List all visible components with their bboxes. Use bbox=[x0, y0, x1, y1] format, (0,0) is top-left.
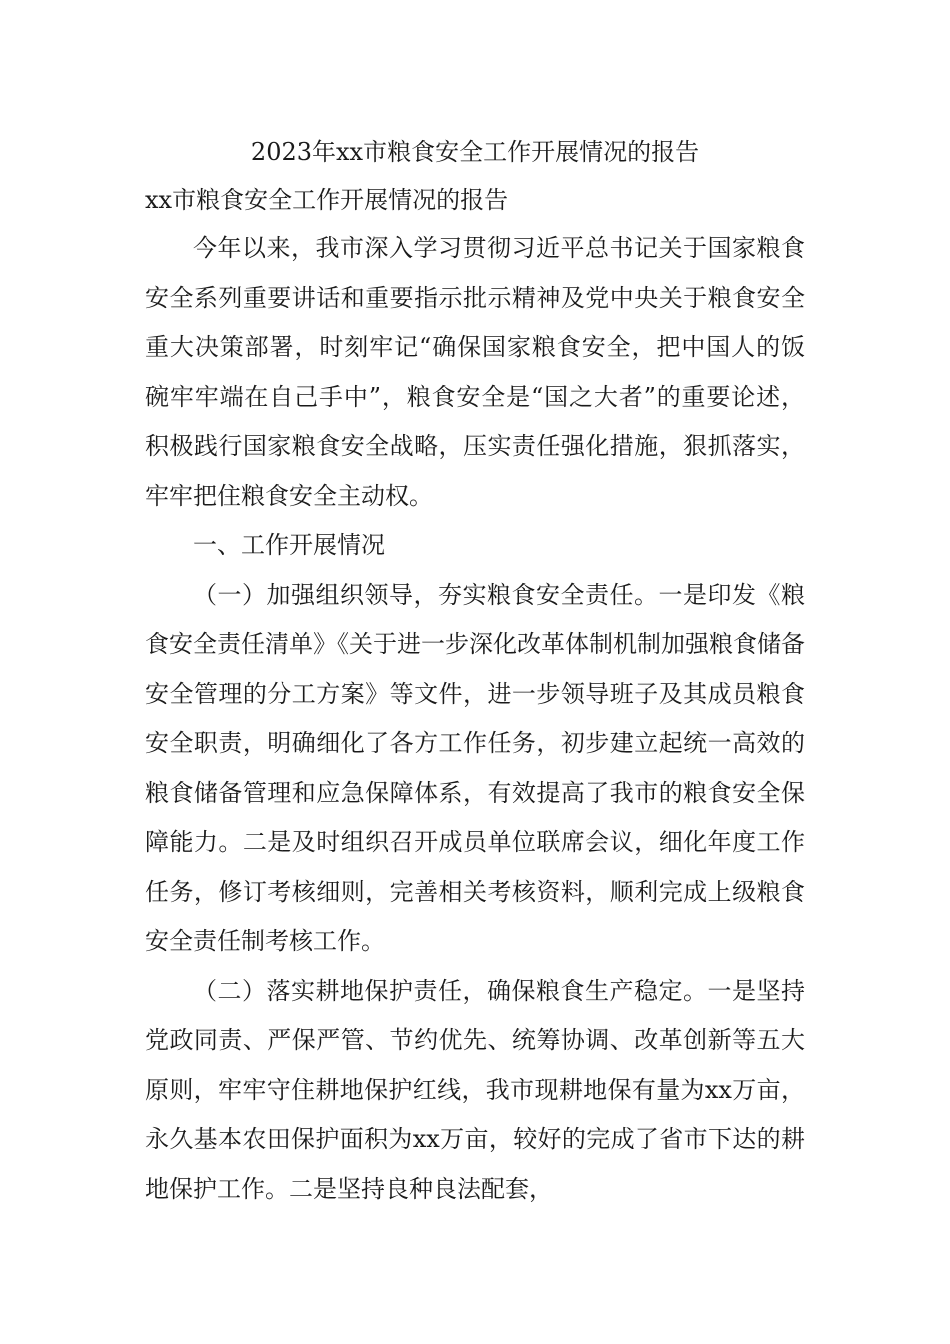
subsection-paragraph-2: （二）落实耕地保护责任，确保粮食生产稳定。一是坚持党政同责、严保严管、节约优先、统筹协调、改革创新等五大原则，牢牢守住耕地保护红线，我市现耕地保有量为xx万亩，永久基本农田保护面积为xx万亩，较好的完成了省市下达的耕地保护工作。二是坚持良种良法配套， bbox=[145, 976, 805, 1203]
intro-paragraph: 今年以来，我市深入学习贯彻习近平总书记关于国家粮食安全系列重要讲话和重要指示批示精神及党中央关于粮食安全重大决策部署，时刻牢记“确保国家粮食安全，把中国人的饭碗牢牢端在自己手中”，粮食安全是“国之大者”的重要论述，积极践行国家粮食安全战略，压实责任强化措施，狠抓落实，牢牢把住粮食安全主动权。 bbox=[145, 234, 805, 510]
document-title: 2023年xx市粮食安全工作开展情况的报告 bbox=[250, 138, 700, 166]
document-subtitle: xx市粮食安全工作开展情况的报告 bbox=[145, 186, 509, 214]
document-body bbox=[145, 224, 805, 1214]
subsection-paragraph-1: （一）加强组织领导，夯实粮食安全责任。一是印发《粮食安全责任清单》《关于进一步深化改革体制机制加强粮食储备安全管理的分工方案》等文件，进一步领导班子及其成员粮食安全职责，明确细化了各方工作任务，初步建立起统一高效的粮食储备管理和应急保障体系，有效提高了我市的粮食安全保障能力。二是及时组织召开成员单位联席会议，细化年度工作任务，修订考核细则，完善相关考核资料，顺利完成上级粮食安全责任制考核工作。 bbox=[145, 580, 805, 955]
section-heading: 一、工作开展情况 bbox=[193, 531, 385, 559]
